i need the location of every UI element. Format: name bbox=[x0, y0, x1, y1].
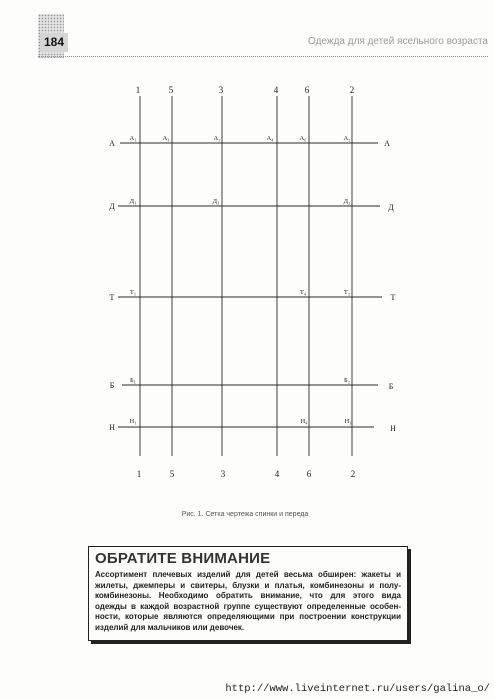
column-label-bottom: 3 bbox=[220, 469, 226, 479]
point-label-a: А₆ bbox=[299, 135, 307, 142]
point-label-a: А₄ bbox=[266, 135, 274, 142]
notice-box bbox=[88, 546, 408, 641]
row-label-right: Д bbox=[388, 203, 394, 212]
column-label-top: 2 bbox=[349, 85, 355, 95]
figure-caption: Рис. 1. Сетка чертежа спинки и переда bbox=[181, 511, 309, 518]
point-label-b: Б₂ bbox=[344, 377, 350, 384]
notice-text-line: комбинезоны. Необходимо обратить внимание, что для этого вида bbox=[95, 591, 401, 600]
page-number: 184 bbox=[40, 33, 68, 52]
column-label-top: 3 bbox=[218, 85, 224, 95]
notice-text-line: ности, которые являются определяющими при построении конструкции bbox=[95, 612, 401, 621]
column-label-top: 1 bbox=[135, 85, 141, 95]
notice-text-line: изделий для мальчиков или девочек. bbox=[95, 622, 245, 632]
row-label-right: Н bbox=[390, 424, 396, 433]
column-label-bottom: 4 bbox=[274, 469, 280, 479]
point-label-a: А₂ bbox=[213, 135, 221, 142]
column-label-top: 6 bbox=[304, 85, 310, 95]
point-label-t: Т₄ bbox=[299, 289, 307, 296]
row-label-right: Т bbox=[390, 293, 396, 302]
column-label-top: 5 bbox=[168, 85, 174, 95]
point-label-t: Т₁ bbox=[129, 289, 137, 296]
row-label-left: Б bbox=[109, 381, 115, 390]
point-label-n: Н₃ bbox=[344, 418, 352, 425]
point-label-t: Т₂ bbox=[343, 289, 351, 296]
row-label-left: Н bbox=[109, 423, 115, 432]
row-label-left: Д bbox=[109, 202, 115, 211]
point-label-a: А₂ bbox=[343, 135, 351, 142]
row-label-left: А bbox=[109, 139, 115, 148]
point-label-n: Н₁ bbox=[129, 418, 137, 425]
column-label-bottom: 6 bbox=[306, 469, 312, 479]
notice-text-line: жилеты, джемперы и свитеры, блузки и платья, комбинезоны и полу- bbox=[95, 580, 401, 590]
notice-heading: ОБРАТИТЕ ВНИМАНИЕ bbox=[95, 550, 271, 567]
notice-body bbox=[95, 570, 401, 633]
column-label-bottom: 5 bbox=[169, 469, 175, 479]
column-label-bottom: 1 bbox=[136, 469, 142, 479]
row-label-left: Т bbox=[109, 293, 115, 302]
point-label-a: А₁ bbox=[129, 135, 137, 142]
point-label-d: Д₂ bbox=[343, 198, 351, 205]
running-title: Одежда для детей ясельного возраста bbox=[308, 36, 488, 47]
footer-url: http://www.liveinternet.ru/users/galina_o/ bbox=[225, 683, 490, 695]
point-label-d: Д₃ bbox=[212, 198, 220, 205]
point-label-n: Н₄ bbox=[300, 418, 308, 425]
point-label-b: Б₁ bbox=[130, 377, 136, 384]
notice-text-line: Ассортимент плечевых изделий для детей весьма обширен: жакеты и bbox=[95, 570, 401, 579]
point-label-d: Д₁ bbox=[129, 198, 137, 205]
notice-text-line: одежды в каждой возрастной группе существуют определенные особен- bbox=[95, 601, 401, 611]
point-label-a: А₃ bbox=[162, 135, 170, 142]
column-label-bottom: 2 bbox=[350, 469, 356, 479]
column-label-top: 4 bbox=[273, 85, 279, 95]
row-label-right: А bbox=[384, 139, 390, 148]
row-label-right: Б bbox=[388, 382, 394, 391]
